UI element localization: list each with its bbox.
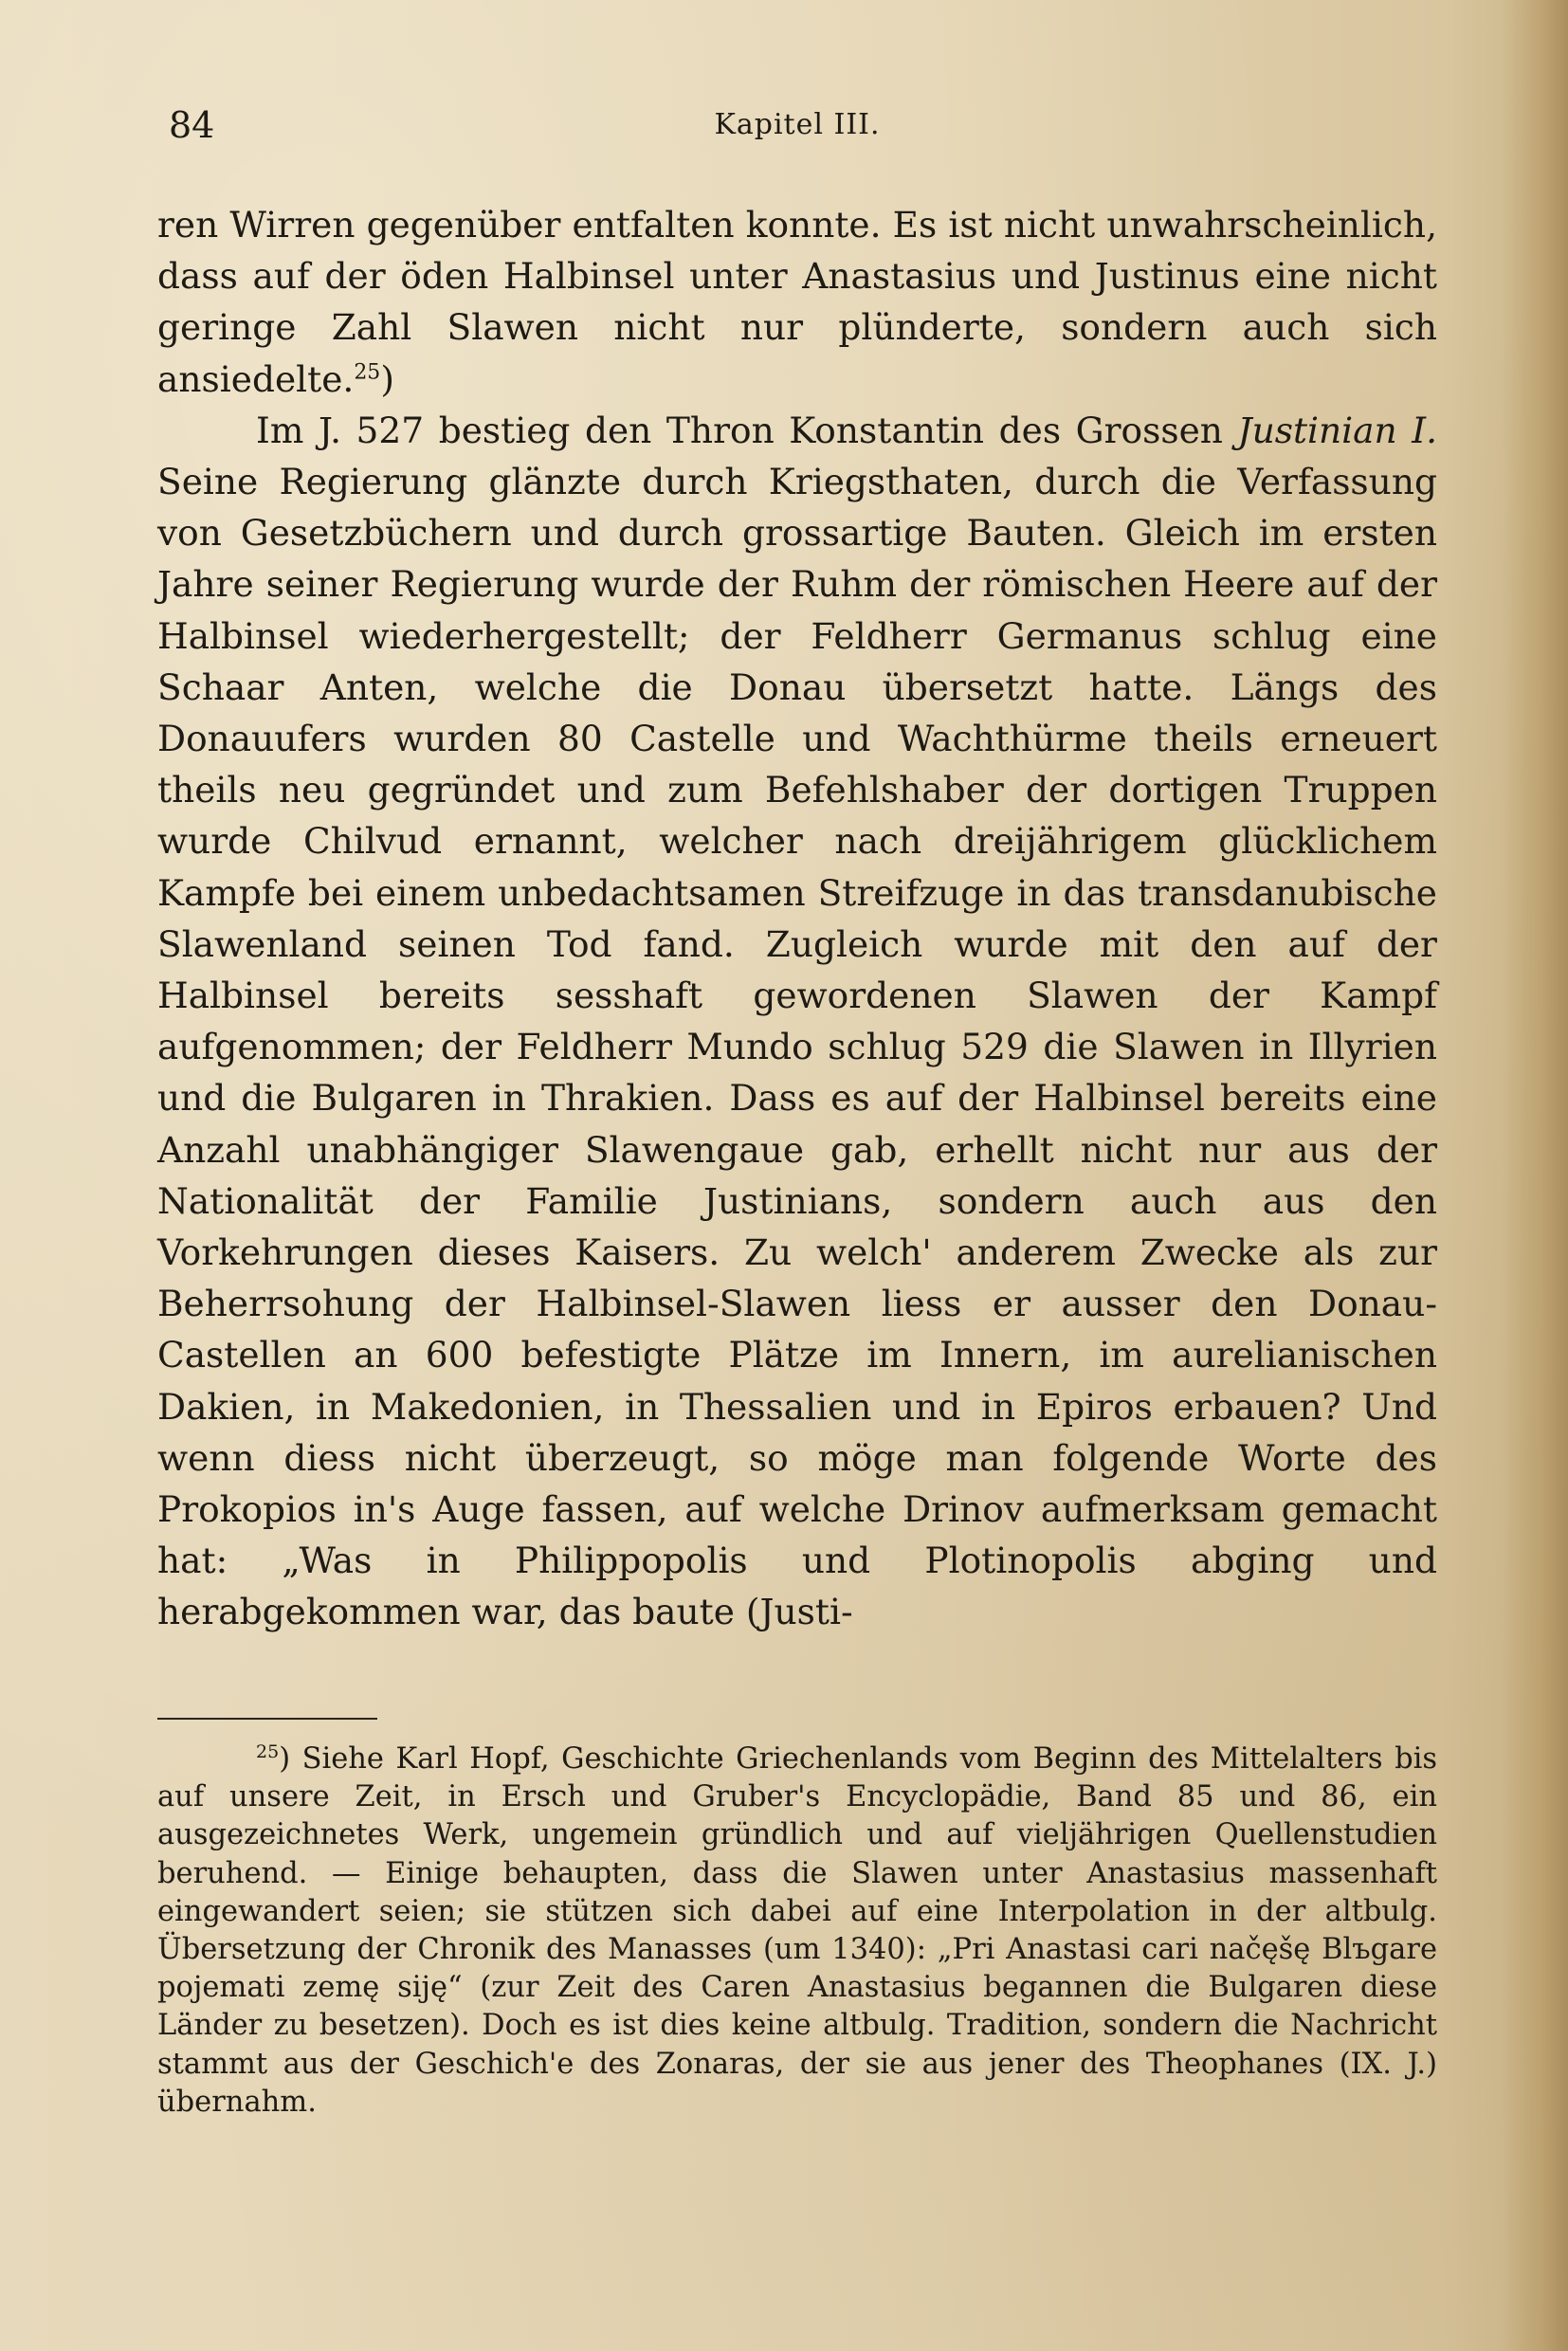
- footnote-paragraph: [157, 1740, 1437, 2122]
- footnote-mark: 25: [256, 1740, 280, 1762]
- paragraph-1-text: ren Wirren gegenüber entfalten konnte. Es ist nicht unwahrscheinlich, dass auf der öden Halbinsel unter Anastasius und Justinus eine nicht geringe Zahl Slawen nicht nur plünderte, sondern auch sich ansiedelte.: [157, 204, 1437, 400]
- footnote-mark-close: ): [279, 1742, 291, 1776]
- footnote-divider: [157, 1718, 377, 1720]
- page-edge-shading: [1502, 0, 1568, 2351]
- footnote-25: [157, 1740, 1437, 2122]
- page-header: [157, 97, 1437, 154]
- emperor-name: Justinian I.: [1237, 409, 1437, 451]
- footnote-reference-close: ): [380, 357, 394, 400]
- footnote-text: Siehe Karl Hopf, Geschichte Griechenlands vom Beginn des Mittelalters bis auf unsere Zeit, in Ersch und Gruber's Encyclopädie, Band 85 und 86, ein ausgezeichnetes Werk, ungemein gründlich und auf vieljährigen Quellenstudien beruhend. — Einige behaupten, dass die Slawen unter Anastasius massenhaft eingewandert seien; sie stützen sich dabei auf eine Interpolation in der altbulg. Übersetzung der Chronik des Manasses (um 1340): „Pri Anastasi cari načęšę Blъgare pojemati zemę siję“ (zur Zeit des Caren Anastasius begannen die Bulgaren diese Länder zu besetzen). Doch es ist dies keine altbulg. Tradition, sondern die Nachricht stammt aus der Geschich'e des Zonaras, der sie aus jener des Theophanes (IX. J.) übernahm.: [157, 1742, 1437, 2119]
- running-head: Kapitel III.: [714, 108, 881, 141]
- main-text: [157, 199, 1437, 1638]
- paragraph-2-start: Im J. 527 bestieg den Thron Konstantin des Grossen: [256, 409, 1238, 451]
- paragraph-1: [157, 199, 1437, 405]
- footnote-reference: 25: [354, 360, 381, 385]
- paragraph-2-text: Seine Regierung glänzte durch Kriegsthaten, durch die Verfassung von Gesetzbüchern und durch grossartige Bauten. Gleich im ersten Jahre seiner Regierung wurde der Ruhm der römischen Heere auf der Halbinsel wiederhergestellt; der Feldherr Germanus schlug eine Schaar Anten, welche die Donau übersetzt hatte. Längs des Donauufers wurden 80 Castelle und Wachthürme theils erneuert theils neu gegründet und zum Befehlshaber der dortigen Truppen wurde Chilvud ernannt, welcher nach dreijährigem glücklichem Kampfe bei einem unbedachtsamen Streifzuge in das transdanubische Slawenland seinen Tod fand. Zugleich wurde mit den auf der Halbinsel bereits sesshaft gewordenen Slawen der Kampf aufgenommen; der Feldherr Mundo schlug 529 die Slawen in Illyrien und die Bulgaren in Thrakien. Dass es auf der Halbinsel bereits eine Anzahl unabhängiger Slawengaue gab, erhellt nicht nur aus der Nationalität der Familie Justinians, sondern auch aus den Vorkehrungen dieses Kaisers. Zu welch' anderem Zwecke als zur Beherrsohung der Halbinsel-Slawen liess er ausser den Donau-Castellen an 600 befestigte Plätze im Innern, im aurelianischen Dakien, in Makedonien, in Thessalien und in Epiros erbauen? Und wenn diess nicht überzeugt, so möge man folgende Worte des Prokopios in's Auge fassen, auf welche Drinov aufmerksam gemacht hat: „Was in Philippopolis und Plotinopolis abging und herabgekommen war, das baute (Justi-: [157, 461, 1437, 1633]
- paragraph-2: [157, 405, 1437, 1638]
- page-number: 84: [169, 104, 215, 146]
